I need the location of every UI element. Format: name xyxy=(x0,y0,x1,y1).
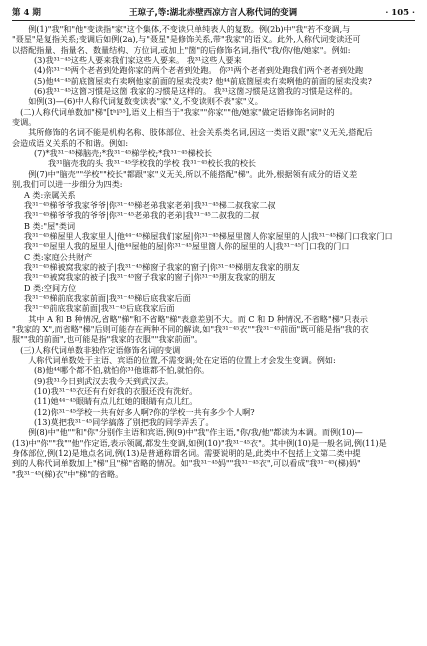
paragraph-line: 例(7)中"脑壳""学校""校长"都跟"家"义无关,所以不能搭配"梯"。此外,根据领有成分的语义差 xyxy=(28,168,358,179)
paragraph-line: "我家的 X",而省略"梯"后则可能存在两种不同的解读,如"我³¹⁻⁴⁵衣""我³¹⁻⁴⁵前面"既可能是指"我的衣 xyxy=(12,323,369,334)
issue-number: 第 4 期 xyxy=(12,8,41,18)
example-6: (6)我³¹⁻⁴⁵这箇习惯是这箇 我家的习惯是这样的。 我³¹这箇习惯是这箇我的习惯是这样的。 xyxy=(34,86,358,97)
category-c-examples: 我³¹⁻⁴⁵梯被窝我家的被子|我³¹⁻⁴⁵梯窗子我家的窗子|你³¹⁻⁴⁵梯朋友我家的朋友 xyxy=(24,261,300,272)
example-4: (4)你³¹⁻⁴⁵两个老者到处跑你家的两个老者到处跑。 你³¹两个老者到处跑我们两个老者到处跑 xyxy=(34,65,364,76)
example-12: (12)你³¹⁻⁴⁵学校一共有好多人啊?你的学校一共有多少个人啊? xyxy=(34,406,255,417)
category-b-heading: B 类:"屋"类词 xyxy=(24,220,76,231)
running-title: 王琼子,等:湖北赤壁西凉方言人称代词的变调 xyxy=(129,8,298,18)
category-c-examples: 我³¹⁻⁴⁵被窝我家的被子|我³¹⁻⁴⁵窗子我家的窗子|你³¹⁻⁴⁵朋友我家的朋友 xyxy=(24,272,276,283)
paragraph-line: 别,我们可以进一步细分为四类: xyxy=(12,179,123,190)
category-a-examples: 我³¹⁻⁴⁵梯爷爷我家爷爷|你³¹⁻⁴⁵梯老弟我家老弟|我³¹⁻⁴⁵梯二叔我家二叔 xyxy=(24,199,276,210)
paragraph-line: 人称代词单数处于主语、宾语的位置,不需变调;处在定语的位置上才会发生变调。例如: xyxy=(28,355,336,365)
paragraph-line: 服""我的前面",也可能是指"我家的衣服""我家前面"。 xyxy=(12,334,203,345)
running-header xyxy=(12,6,415,21)
paragraph-line: 变调。 xyxy=(12,117,37,128)
category-a-heading: A 类:亲属关系 xyxy=(24,189,76,200)
paragraph-line: 如例(3)—(6)中人称代词复数变读表"家"义,不变读则不表"家"义。 xyxy=(28,96,263,107)
example-10: (10)我³¹⁻⁴⁵衣还有冇好我的衣服还没有洗好。 xyxy=(34,386,198,397)
category-b-examples: 我³¹⁻⁴⁵梯屋里人我家里人|他⁴⁴⁻⁴⁵梯屋我们家屋|你³¹⁻⁴⁵梯屋里箇人你家屋里的人|我³¹⁻⁴⁵梯门口我家门口 xyxy=(24,230,393,241)
paragraph-line: 其所修饰的名词不能是机构名称、肢体部位、社会关系类名词,因这一类语义跟"家"义无关,搭配后 xyxy=(28,127,373,138)
example-5: (5)他⁴⁴⁻⁴⁵前底箇屋卖冇卖咧他家前面的屋卖没卖? 他⁴⁴前底箇屋卖冇卖咧他的前面的屋卖没卖? xyxy=(34,75,372,86)
category-c-heading: C 类:家庭公共财产 xyxy=(24,251,93,262)
example-13: (13)莫把我³¹⁻⁴⁵同学搞落了别把我的同学弄丢了。 xyxy=(34,417,214,428)
category-b-examples: 我³¹⁻⁴⁵屋里人我的屋里人|他⁴⁴屋他的屋|你³¹⁻⁴⁵屋里箇人你的屋里的人|我³¹⁻⁴⁵门口我的门口 xyxy=(24,241,350,252)
paragraph-line: (13)中"你""我""他"作定语,表示领属,都发生变调,如例(10)"我³¹⁻⁴⁵衣"。其中例(10)是一般名词,例(11)是 xyxy=(12,437,387,448)
example-3: (3)我³¹⁻⁴⁵这些人要来我们家这些人要来。 我³¹这些人要来 xyxy=(34,55,242,66)
paragraph-line: 以搭配指量、指量名、数量结构、方位词,或加上"箇"的后修饰名词,指代"我/你/他/她家"。例如: xyxy=(12,44,351,55)
section-heading-3: (三)人称代词单数非独作定语修饰名词的变调 xyxy=(20,344,181,355)
article-body xyxy=(12,24,415,479)
paragraph-line: 例(8)中"他""和"你"分别作主语和宾语,例(9)中"我"作主语,"你/我/他"都读为本调。而例(10)— xyxy=(28,427,363,438)
example-11: (11)她⁴⁴⁻⁴⁵眼睛有点儿红她的眼睛有点儿红。 xyxy=(34,396,198,407)
paragraph-line: "聂星"是复指关系;变调后如例(2a),与"聂星"是修饰关系,带"我家"的语义。此外,人称代词变读还可 xyxy=(12,34,361,45)
example-8: (8)他⁴⁴哪个都不怕,就怕你³¹他谁都不怕,就怕你。 xyxy=(34,365,210,376)
paragraph-line: 例(1)"我"和"他"变读指"家"这个集体,不变读只单纯表人的复数。例(2b)中"我"若不变调,与 xyxy=(28,24,351,34)
paragraph-line: "我³¹⁻⁴⁵(梯)衣"中"梯"的省略。 xyxy=(12,468,124,479)
paragraph-line: 身体部位,例(12)是地点名词,例(13)是普通称谓名词。需要说明的是,此类中不包括上文第二类中提 xyxy=(12,448,361,459)
category-d-examples: 我³¹⁻⁴⁵梯前底我家前面|我³¹⁻⁴⁵梯后底我家后面 xyxy=(24,292,191,303)
category-d-heading: D 类:空间方位 xyxy=(24,282,77,293)
example-7: (7)*我³¹⁻⁴⁵梯脑壳;*我³¹⁻⁴⁵梯学校;*我³¹⁻⁴⁵梯校长 xyxy=(34,148,212,159)
category-d-examples: 我³¹⁻⁴⁵前底我家前面|我³¹⁻⁴⁵后底我家后面 xyxy=(24,303,175,314)
category-a-examples: 我³¹⁻⁴⁵梯爷爷我的爷爷|你³¹⁻⁴⁵老弟我的老弟|我³¹⁻⁴⁵二叔我的二叔 xyxy=(24,210,260,221)
paragraph-line: 会造成语义关系的不和谐。例如: xyxy=(12,137,129,148)
example-7-gloss: 我³¹脑壳我的头 我³¹⁻⁴⁵学校我的学校 我³¹⁻⁴⁵校长我的校长 xyxy=(48,158,257,169)
paragraph-line: 其中 A 和 B 种情况,省略"梯"和不省略"梯"表意差别不大。而 C 和 D 种情况,不省略"梯"只表示 xyxy=(28,313,368,324)
page-number: · 105 · xyxy=(385,8,415,18)
example-9: (9)我³¹今日到武汉去我今天到武汉去。 xyxy=(34,375,174,386)
paragraph-line: 到的人称代词单数加上"梯"且"梯"省略的情况。如"我³¹⁻⁴⁵妈""我³¹⁻⁴⁵衣",可以看成"我³¹⁻⁴⁵(梯)妈" xyxy=(12,458,361,469)
section-heading-2: (二)人称代词单数加"梯"[tʰi⁵⁵],语义上相当于"我家""你家""他/她家"做定语修饰名词时的 xyxy=(20,106,335,117)
